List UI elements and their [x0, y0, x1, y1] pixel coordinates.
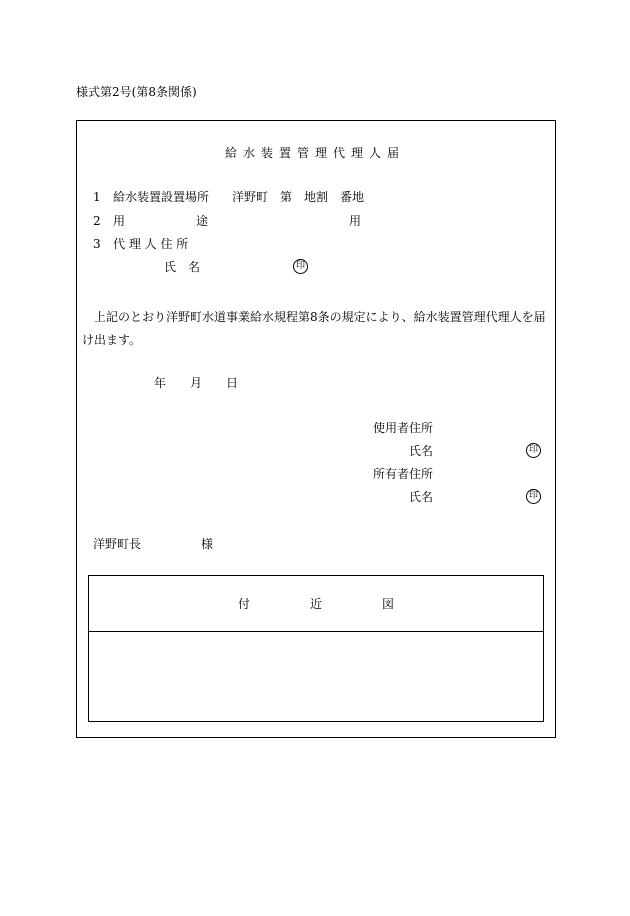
item-2-label-b: 途 [196, 214, 209, 228]
vicinity-divider [89, 631, 543, 632]
form-title: 給水装置管理代理人届 [224, 146, 405, 160]
vicinity-title-char-3: 図 [382, 597, 395, 611]
vicinity-map-box [88, 575, 544, 722]
item-1-value: 洋野町 第 地割 番地 [232, 190, 365, 204]
item-2-value: 用 [349, 214, 362, 228]
item-3-label: 代 理 人 住 所 [113, 237, 189, 251]
user-address-label: 使用者住所 [373, 421, 434, 435]
agent-name-label: 氏 名 [164, 260, 201, 274]
vicinity-map-title [89, 598, 543, 610]
addressee: 洋野町長 [93, 537, 142, 551]
agent-seal-icon: 印 [293, 259, 308, 274]
item-1-number: 1 [93, 190, 101, 204]
owner-address-label: 所有者住所 [373, 467, 434, 481]
item-2-label-a: 用 [113, 214, 126, 228]
item-2-number: 2 [93, 214, 101, 228]
item-1-label: 給水装置設置場所 [113, 190, 210, 204]
declaration-text: 上記のとおり洋野町水道事業給水規程第8条の規定により、給水装置管理代理人を届け出ます。 [82, 310, 546, 347]
form-number-label: 様式第2号(第8条関係) [76, 85, 197, 99]
user-seal-icon: 印 [526, 443, 541, 458]
honorific: 様 [201, 537, 214, 551]
owner-name-label: 氏名 [409, 490, 434, 504]
date-month: 月 [190, 376, 203, 390]
item-3-number: 3 [93, 237, 101, 251]
date-year: 年 [154, 376, 167, 390]
date-day: 日 [226, 376, 239, 390]
vicinity-title-char-2: 近 [309, 597, 322, 611]
vicinity-title-char-1: 付 [237, 597, 250, 611]
user-name-label: 氏名 [409, 444, 434, 458]
owner-seal-icon: 印 [526, 489, 541, 504]
